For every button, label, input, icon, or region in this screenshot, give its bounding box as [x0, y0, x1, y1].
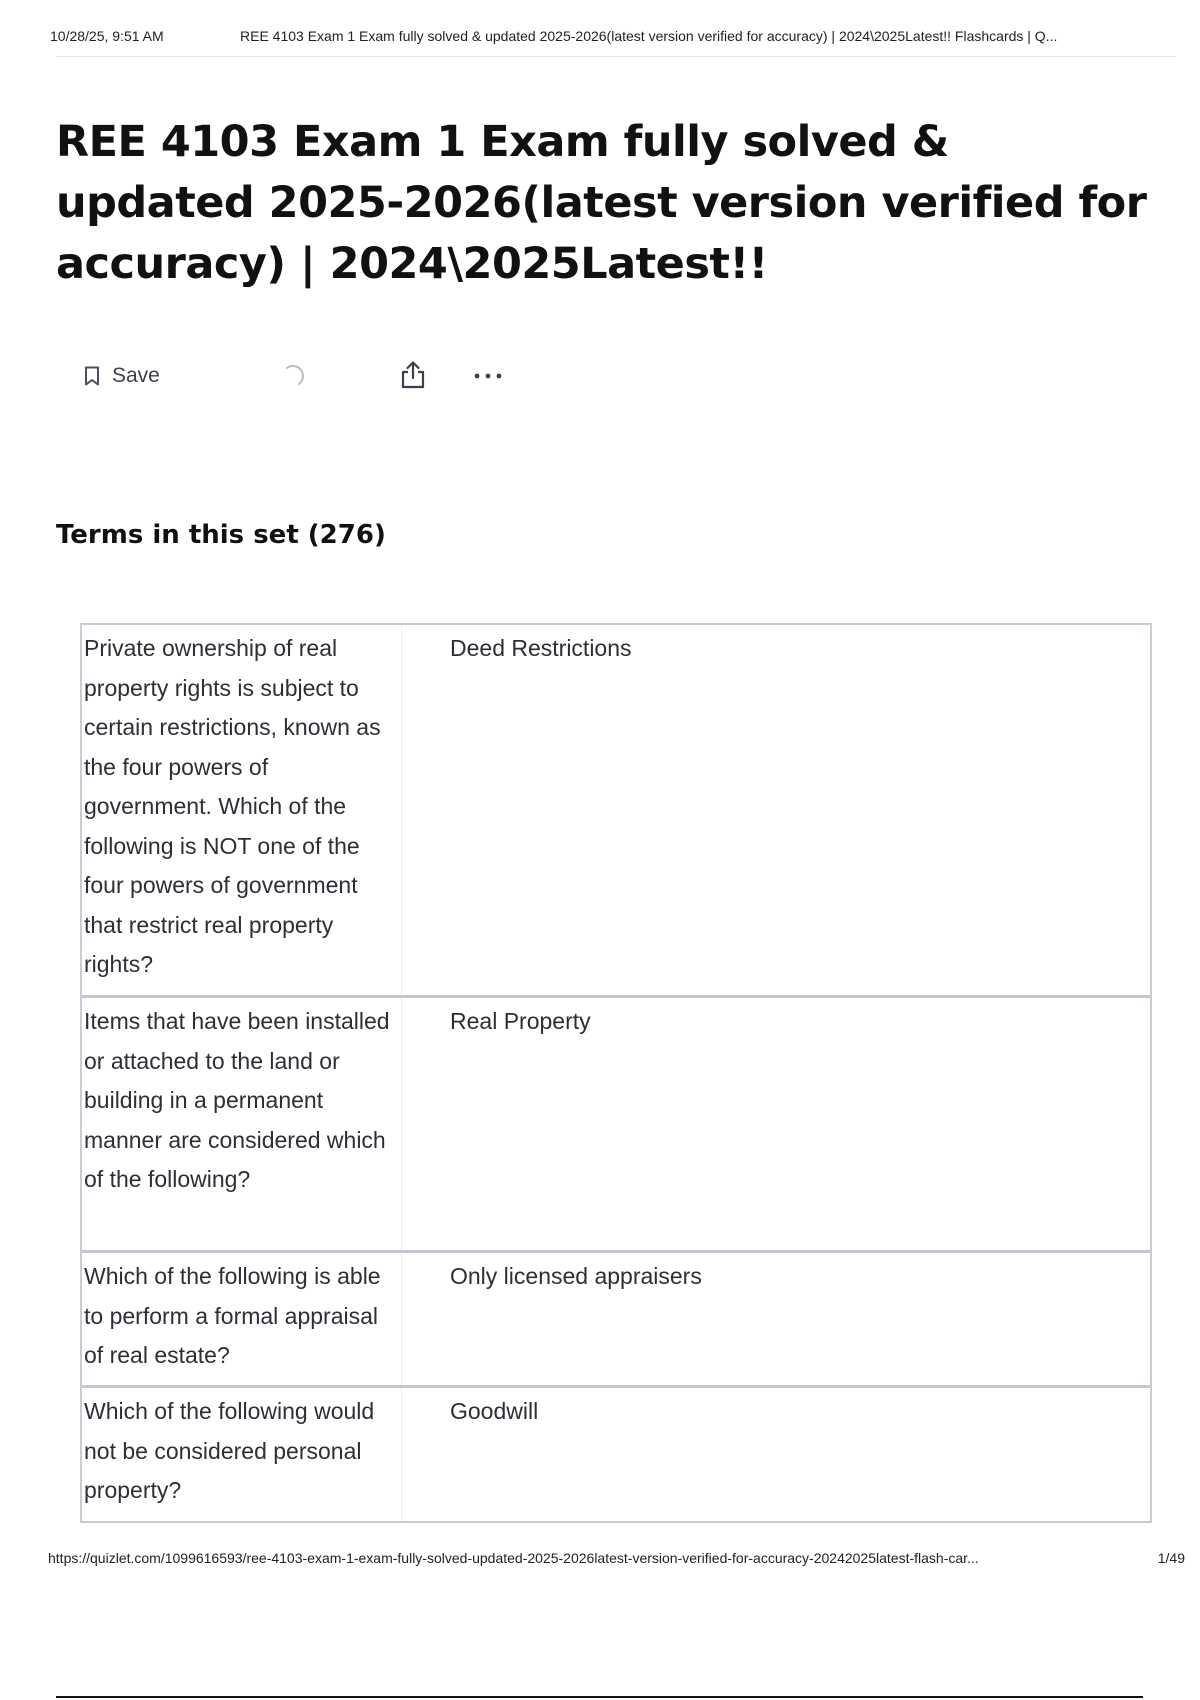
page-number: 1/49 [1157, 1550, 1185, 1566]
share-button[interactable] [397, 359, 429, 391]
set-toolbar [84, 358, 524, 394]
term-row[interactable] [82, 1388, 1150, 1521]
definition-text: Only licensed appraisers [450, 1263, 702, 1289]
bookmark-icon [84, 366, 100, 386]
definition-text: Real Property [450, 1008, 591, 1034]
terms-table [80, 623, 1152, 1523]
term-text: Which of the following would not be considered personal property? [82, 1388, 402, 1521]
term-text: Items that have been installed or attached to the land or building in a permanent manner are considered which of the following? [82, 998, 402, 1250]
print-footer [48, 1550, 1185, 1566]
term-row[interactable] [82, 1253, 1150, 1388]
more-options-button[interactable] [468, 360, 508, 392]
bottom-divider [56, 1696, 1143, 1698]
page-title: REE 4103 Exam 1 Exam fully solved & updated 2025-2026(latest version verified for accuracy) | 2024\2025Latest!! [56, 117, 1147, 289]
term-row[interactable] [82, 625, 1150, 998]
share-icon [397, 378, 429, 395]
print-url: https://quizlet.com/1099616593/ree-4103-exam-1-exam-fully-solved-updated-2025-2026latest-version-verified-for-accuracy-20242025latest-flash-car... [48, 1550, 979, 1566]
loading-spinner-icon [279, 362, 307, 390]
term-row[interactable] [82, 998, 1150, 1253]
definition-text: Deed Restrictions [450, 635, 632, 661]
print-header [50, 28, 1180, 44]
save-button[interactable] [84, 358, 160, 394]
more-options-icon [468, 379, 508, 396]
definition-text: Goodwill [450, 1398, 539, 1424]
terms-heading: Terms in this set (276) [56, 520, 386, 550]
term-text: Which of the following is able to perform a formal appraisal of real estate? [82, 1253, 402, 1385]
term-text: Private ownership of real property rights is subject to certain restrictions, known as the four powers of government. Which of the following is NOT one of the four powers of government that restrict real property rights? [82, 625, 402, 995]
print-date: 10/28/25, 9:51 AM [50, 28, 164, 44]
header-divider [56, 56, 1176, 57]
print-doc-title: REE 4103 Exam 1 Exam fully solved & updated 2025-2026(latest version verified for accuracy) | 2024\2025Latest!! Flashcards | Q... [240, 28, 1058, 44]
save-label: Save [112, 364, 160, 387]
